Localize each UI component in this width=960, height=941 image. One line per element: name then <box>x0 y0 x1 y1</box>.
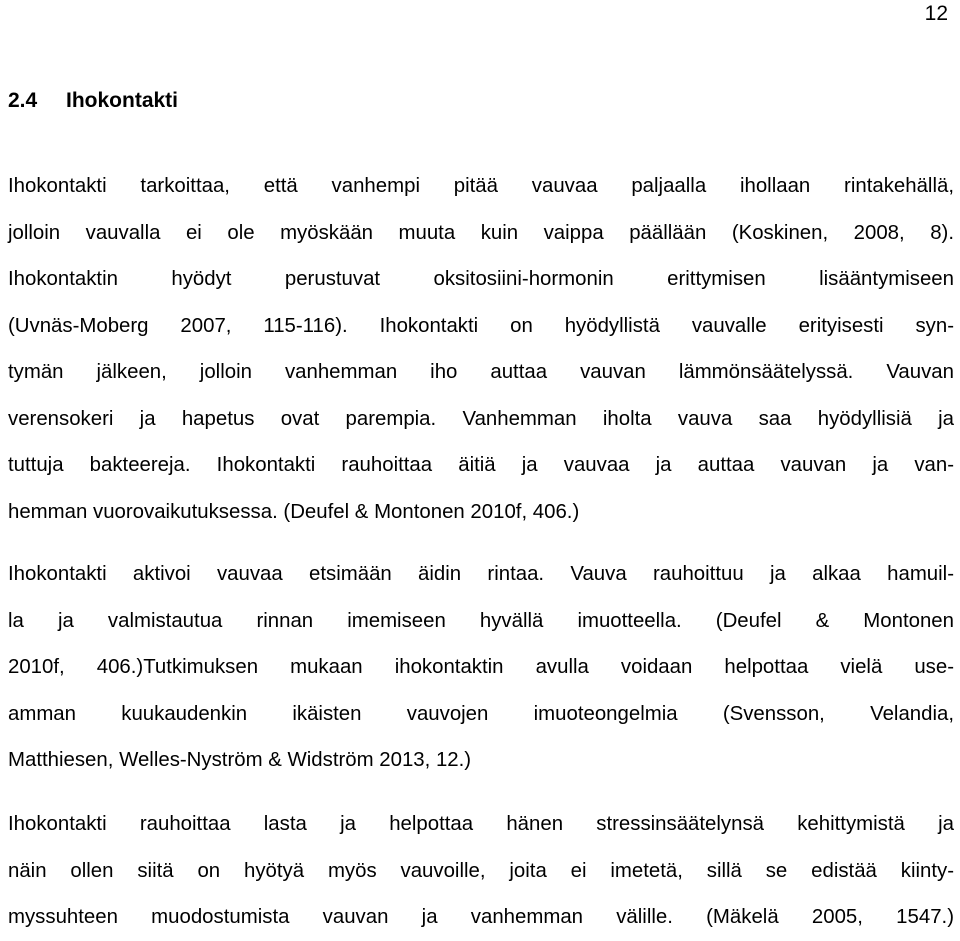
paragraph-line: Ihokontaktin hyödyt perustuvat oksitosiini-hormonin erittymisen lisääntymiseen <box>8 268 954 290</box>
paragraph-line: (Uvnäs-Moberg 2007, 115-116). Ihokontakti on hyödyllistä vauvalle erityisesti syn- <box>8 314 954 337</box>
section-number: 2.4 <box>8 89 38 112</box>
section-title: Ihokontakti <box>66 89 179 112</box>
paragraph-line: la ja valmistautua rinnan imemiseen hyvällä imuotteella. (Deufel & Montonen <box>8 609 954 632</box>
paragraph-3 <box>8 801 954 941</box>
paragraph-line: tuttuja bakteereja. Ihokontakti rauhoittaa äitiä ja vauvaa ja auttaa vauvan ja van- <box>8 454 954 476</box>
paragraph-line: tymän jälkeen, jolloin vanhemman iho auttaa vauvan lämmönsäätelyssä. Vauvan <box>8 361 954 383</box>
page-number: 12 <box>924 2 948 25</box>
paragraph-line: jolloin vauvalla ei ole myöskään muuta kuin vaippa päällään (Koskinen, 2008, 8). <box>8 221 954 244</box>
paragraph-line: Ihokontakti tarkoittaa, että vanhempi pitää vauvaa paljaalla ihollaan rintakehällä, <box>8 175 954 197</box>
paragraph-line: 2010f, 406.)Tutkimuksen mukaan ihokontaktin avulla voidaan helpottaa vielä use- <box>8 656 954 678</box>
paragraph-line: Ihokontakti rauhoittaa lasta ja helpottaa hänen stressinsäätelynsä kehittymistä ja <box>8 813 954 835</box>
paragraph-line: verensokeri ja hapetus ovat parempia. Vanhemman iholta vauva saa hyödyllisiä ja <box>8 407 954 430</box>
paragraph-2 <box>8 551 954 784</box>
paragraph-line: näin ollen siitä on hyötyä myös vauvoille, joita ei imetetä, sillä se edistää kiinty- <box>8 859 954 882</box>
paragraph-line: myssuhteen muodostumista vauvan ja vanhemman välille. (Mäkelä 2005, 1547.) <box>8 906 954 928</box>
paragraph-line: amman kuukaudenkin ikäisten vauvojen imuoteongelmia (Svensson, Velandia, <box>8 702 954 725</box>
paragraph-line: Ihokontakti aktivoi vauvaa etsimään äidin rintaa. Vauva rauhoittuu ja alkaa hamuil- <box>8 563 954 585</box>
paragraph-1 <box>8 163 954 535</box>
section-heading <box>8 88 178 114</box>
paragraph-line: hemman vuorovaikutuksessa. (Deufel & Montonen 2010f, 406.) <box>8 500 580 523</box>
paragraph-line: Matthiesen, Welles-Nyström & Widström 2013, 12.) <box>8 749 472 771</box>
